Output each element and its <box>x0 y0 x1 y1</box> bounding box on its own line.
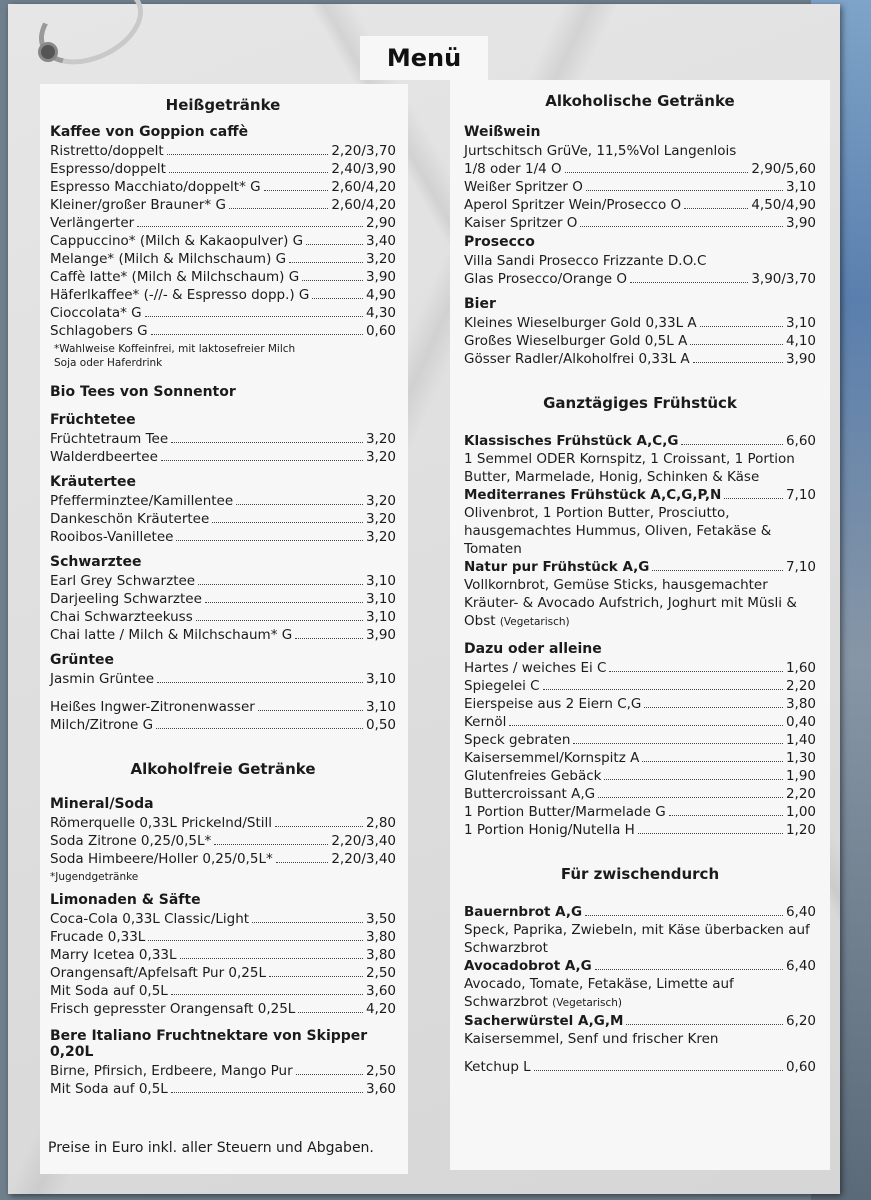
menu-item <box>50 964 396 982</box>
item-name: Kaiser Spritzer O <box>464 215 578 231</box>
group-title-prosecco: Prosecco <box>464 234 535 250</box>
prosecco-list <box>464 270 816 288</box>
item-name: Gösser Radler/Alkoholfrei 0,33L A <box>464 351 690 367</box>
item-price: 3,10 <box>365 591 396 607</box>
coffee-note: *Wahlweise Koffeinfrei, mit laktosefreier Milch <box>54 343 296 355</box>
menu-item <box>464 160 816 178</box>
item-name: Mit Soda auf 0,5L <box>50 1081 168 1097</box>
section-title-snack: Für zwischendurch <box>560 865 720 883</box>
item-name: Römerquelle 0,33L Prickelnd/Still <box>50 815 273 831</box>
menu-item <box>50 304 396 322</box>
item-price: 2,60/4,20 <box>331 179 396 195</box>
menu-item <box>464 314 816 332</box>
item-price: 2,50 <box>365 1063 396 1079</box>
item-price: 0,40 <box>785 714 816 730</box>
item-price: 3,90 <box>785 215 816 231</box>
item-name: Kernöl <box>464 714 507 730</box>
menu-item <box>464 695 816 713</box>
group-title-white: Weißwein <box>464 124 541 140</box>
fruit-tea-list <box>50 430 396 466</box>
item-name: 1 Portion Butter/Marmelade G <box>464 804 666 820</box>
menu-item <box>50 322 396 340</box>
binder-ring <box>26 0 155 80</box>
menu-item <box>50 626 396 644</box>
menu-item <box>50 670 396 688</box>
breakfast-natur: Natur pur Frühstück A,G 7,10 <box>464 559 816 575</box>
snack-sacherwuerstel: Sacherwürstel A,G,M 6,20 <box>464 1013 816 1029</box>
item-price: 3,80 <box>785 696 816 712</box>
item-price: 3,20 <box>365 449 396 465</box>
menu-item <box>50 196 396 214</box>
price-footer: Preise in Euro inkl. aller Steuern und Abgaben. <box>48 1140 374 1156</box>
group-title-extra: Dazu oder alleine <box>464 641 602 657</box>
item-price: 2,20/3,40 <box>331 833 396 849</box>
menu-item <box>50 572 396 590</box>
group-title-tea: Bio Tees von Sonnentor <box>50 384 236 400</box>
breakfast-classic-desc: 1 Semmel ODER Kornspitz, 1 Croissant, 1 Portion Butter, Marmelade, Honig, Schinken & Käse <box>464 451 795 485</box>
item-name: Jasmin Grüntee <box>50 671 155 687</box>
item-name: Weißer Spritzer O <box>464 179 583 195</box>
menu-item <box>50 250 396 268</box>
item-price: 3,90 <box>365 269 396 285</box>
white-wine-desc: Jurtschitsch GrüVe, 11,5%Vol Langenlois <box>464 143 737 159</box>
item-name: 1 Portion Honig/Nutella H <box>464 822 635 838</box>
menu-title: Menü <box>360 36 488 80</box>
menu-item <box>50 832 396 850</box>
item-name: Heißes Ingwer-Zitronenwasser <box>50 699 255 715</box>
item-price: 3,10 <box>785 179 816 195</box>
item-name: Earl Grey Schwarztee <box>50 573 196 589</box>
item-price: 2,20/3,70 <box>331 143 396 159</box>
snack-ketchup: Ketchup L 0,60 <box>464 1059 816 1075</box>
menu-item <box>50 232 396 250</box>
coffee-list <box>50 142 396 340</box>
item-price: 4,90 <box>365 287 396 303</box>
menu-item <box>50 492 396 510</box>
item-price: 2,80 <box>365 815 396 831</box>
item-name: Pfefferminztee/Kamillentee <box>50 493 234 509</box>
item-price: 1,00 <box>785 804 816 820</box>
item-name: Espresso Macchiato/doppelt* G <box>50 179 261 195</box>
item-name: Hartes / weiches Ei C <box>464 660 607 676</box>
item-name: Speck gebraten <box>464 732 571 748</box>
item-name: Spiegelei C <box>464 678 540 694</box>
snack-bauernbrot-desc: Speck, Paprika, Zwiebeln, mit Käse überbacken auf Schwarzbrot <box>464 922 810 956</box>
right-panel <box>450 80 830 1170</box>
menu-item <box>50 268 396 286</box>
menu-item <box>464 659 816 677</box>
item-price: 2,60/4,20 <box>331 197 396 213</box>
item-name: Darjeeling Schwarztee <box>50 591 202 607</box>
group-title-beer: Bier <box>464 296 496 312</box>
item-price: 1,60 <box>785 660 816 676</box>
beer-list <box>464 314 816 368</box>
item-name: Häferlkaffee* (-//- & Espresso dopp.) G <box>50 287 310 303</box>
breakfast-mediterranean-desc: Olivenbrot, 1 Portion Butter, Prosciutto, hausgemachtes Hummus, Oliven, Fetakäse & Tomaten <box>464 505 772 557</box>
item-name: Frucade 0,33L <box>50 929 146 945</box>
item-name: Großes Wieselburger Gold 0,5L A <box>464 333 688 349</box>
item-price: 3,10 <box>365 671 396 687</box>
item-price: 1,90 <box>785 768 816 784</box>
item-name: Buttercroissant A,G <box>464 786 596 802</box>
menu-item <box>50 910 396 928</box>
menu-item <box>50 982 396 1000</box>
menu-item <box>464 196 816 214</box>
other-hot-list <box>50 698 396 734</box>
menu-item <box>464 214 816 232</box>
item-name: Coca-Cola 0,33L Classic/Light <box>50 911 250 927</box>
menu-item <box>50 1080 396 1098</box>
item-name: Walderdbeertee <box>50 449 158 465</box>
item-name: Milch/Zitrone G <box>50 717 154 733</box>
item-price: 3,10 <box>365 573 396 589</box>
item-price: 4,20 <box>365 1001 396 1017</box>
item-name: Schlagobers G <box>50 323 148 339</box>
item-price: 3,90 <box>785 351 816 367</box>
item-name: Mit Soda auf 0,5L <box>50 983 168 999</box>
item-name: Melange* (Milch & Milchschaum) G <box>50 251 287 267</box>
group-title-herb: Kräutertee <box>50 474 136 490</box>
menu-item <box>50 698 396 716</box>
item-name: Soda Zitrone 0,25/0,5L* <box>50 833 212 849</box>
item-name: Dankeschön Kräutertee <box>50 511 210 527</box>
snack-avocadobrot-desc: Avocado, Tomate, Fetakäse, Limette auf Schwarzbrot (Vegetarisch) <box>464 976 734 1010</box>
item-price: 3,90/3,70 <box>751 271 816 287</box>
snack-bauernbrot: Bauernbrot A,G 6,40 <box>464 904 816 920</box>
item-name: Orangensaft/Apfelsaft Pur 0,25L <box>50 965 266 981</box>
item-price: 3,60 <box>365 983 396 999</box>
item-name: Soda Himbeere/Holler 0,25/0,5L* <box>50 851 273 867</box>
item-name: Kleines Wieselburger Gold 0,33L A <box>464 315 697 331</box>
item-name: Eierspeise aus 2 Eiern C,G <box>464 696 642 712</box>
item-name: Rooibos-Vanilletee <box>50 529 174 545</box>
item-name: Chai latte / Milch & Milchschaum* G <box>50 627 293 643</box>
item-price: 3,80 <box>365 929 396 945</box>
item-price: 3,90 <box>365 627 396 643</box>
vegetarian-label: (Vegetarisch) <box>499 616 570 628</box>
item-name: Ristretto/doppelt <box>50 143 164 159</box>
item-price: 3,20 <box>365 431 396 447</box>
menu-item <box>464 178 816 196</box>
menu-item <box>464 767 816 785</box>
item-price: 3,10 <box>365 609 396 625</box>
prosecco-desc: Villa Sandi Prosecco Frizzante D.O.C <box>464 253 707 269</box>
menu-item <box>50 430 396 448</box>
group-title-nectar: Bere Italiano Fruchtnektare von Skipper 0,20L <box>50 1028 368 1060</box>
breakfast-mediterranean: Mediterranes Frühstück A,C,G,P,N 7,10 <box>464 487 816 503</box>
menu-item <box>50 850 396 868</box>
binder-hole <box>38 42 58 62</box>
item-price: 2,50 <box>365 965 396 981</box>
item-price: 1,30 <box>785 750 816 766</box>
menu-item <box>50 510 396 528</box>
item-name: Glas Prosecco/Orange O <box>464 271 628 287</box>
breakfast-natur-desc: Vollkornbrot, Gemüse Sticks, hausgemachter Kräuter- & Avocado Aufstrich, Joghurt mit Müsli & Obst (Vegetarisch) <box>464 577 797 629</box>
group-title-lemonade: Limonaden & Säfte <box>50 892 201 908</box>
menu-item <box>50 142 396 160</box>
item-price: 3,10 <box>365 699 396 715</box>
breakfast-classic: Klassisches Frühstück A,C,G 6,60 <box>464 433 816 449</box>
item-name: 1/8 oder 1/4 O <box>464 161 562 177</box>
item-price: 2,90/5,60 <box>751 161 816 177</box>
item-price: 1,20 <box>785 822 816 838</box>
menu-item <box>50 1000 396 1018</box>
menu-item <box>464 677 816 695</box>
menu-item <box>464 332 816 350</box>
group-title-coffee: Kaffee von Goppion caffè <box>50 124 249 140</box>
item-price: 3,20 <box>365 511 396 527</box>
item-price: 0,60 <box>365 323 396 339</box>
item-price: 4,50/4,90 <box>751 197 816 213</box>
vegetarian-label: (Vegetarisch) <box>552 997 623 1009</box>
item-name: Früchtetraum Tee <box>50 431 169 447</box>
item-price: 3,40 <box>365 233 396 249</box>
left-panel <box>40 84 408 1174</box>
menu-item <box>50 448 396 466</box>
menu-item <box>50 528 396 546</box>
extra-list <box>464 659 816 839</box>
group-title-mineral: Mineral/Soda <box>50 796 154 812</box>
menu-item <box>464 785 816 803</box>
item-price: 2,40/3,90 <box>331 161 396 177</box>
menu-item <box>464 713 816 731</box>
item-price: 4,30 <box>365 305 396 321</box>
item-price: 3,20 <box>365 529 396 545</box>
item-price: 3,80 <box>365 947 396 963</box>
item-name: Kleiner/großer Brauner* G <box>50 197 226 213</box>
item-price: 1,40 <box>785 732 816 748</box>
menu-item <box>50 160 396 178</box>
section-title-breakfast: Ganztägiges Frühstück <box>543 394 737 412</box>
herb-tea-list <box>50 492 396 546</box>
menu-item <box>50 590 396 608</box>
item-name: Kaisersemmel/Kornspitz A <box>464 750 640 766</box>
item-name: Marry Icetea 0,33L <box>50 947 177 963</box>
item-name: Glutenfreies Gebäck <box>464 768 602 784</box>
group-title-fruit: Früchtetee <box>50 412 136 428</box>
item-name: Caffè latte* (Milch & Milchschaum) G <box>50 269 300 285</box>
item-name: Espresso/doppelt <box>50 161 166 177</box>
menu-item <box>464 749 816 767</box>
item-price: 3,50 <box>365 911 396 927</box>
section-title-cold: Alkoholfreie Getränke <box>130 760 316 778</box>
item-name: Cappuccino* (Milch & Kakaopulver) G <box>50 233 304 249</box>
snack-avocadobrot: Avocadobrot A,G 6,40 <box>464 958 816 974</box>
menu-item <box>50 716 396 734</box>
item-price: 2,20 <box>785 786 816 802</box>
item-price: 3,60 <box>365 1081 396 1097</box>
item-price: 2,90 <box>365 215 396 231</box>
group-title-black: Schwarztee <box>50 554 142 570</box>
menu-item <box>464 350 816 368</box>
item-price: 3,10 <box>785 315 816 331</box>
nectar-list <box>50 1062 396 1098</box>
item-price: 0,50 <box>365 717 396 733</box>
item-name: Verlängerter <box>50 215 135 231</box>
snack-sacherwuerstel-desc: Kaisersemmel, Senf und frischer Kren <box>464 1031 719 1047</box>
item-name: Aperol Spritzer Wein/Prosecco O <box>464 197 682 213</box>
menu-item <box>50 928 396 946</box>
menu-item <box>50 286 396 304</box>
menu-item <box>464 731 816 749</box>
item-price: 2,20/3,40 <box>331 851 396 867</box>
mineral-note: *Jugendgetränke <box>50 871 139 883</box>
section-title-alcohol: Alkoholische Getränke <box>545 92 735 110</box>
item-price: 3,20 <box>365 251 396 267</box>
item-name: Frisch gepresster Orangensaft 0,25L <box>50 1001 296 1017</box>
green-tea-list <box>50 670 396 688</box>
item-name: Chai Schwarzteekuss <box>50 609 193 625</box>
section-title-hot: Heißgetränke <box>165 96 281 114</box>
menu-item <box>50 608 396 626</box>
lemonade-list <box>50 910 396 1018</box>
item-price: 3,20 <box>365 493 396 509</box>
coffee-note-2: Soja oder Haferdrink <box>54 357 163 369</box>
black-tea-list <box>50 572 396 644</box>
item-price: 4,10 <box>785 333 816 349</box>
menu-item <box>464 270 816 288</box>
mineral-list <box>50 814 396 868</box>
menu-item <box>464 821 816 839</box>
item-price: 2,20 <box>785 678 816 694</box>
menu-item <box>50 946 396 964</box>
menu-item <box>50 814 396 832</box>
menu-item <box>50 214 396 232</box>
item-name: Cioccolata* G <box>50 305 142 321</box>
item-name: Birne, Pfirsich, Erdbeere, Mango Pur <box>50 1063 293 1079</box>
menu-item <box>50 1062 396 1080</box>
menu-item <box>50 178 396 196</box>
menu-item <box>464 803 816 821</box>
white-wine-list <box>464 160 816 232</box>
group-title-green: Grüntee <box>50 652 115 668</box>
